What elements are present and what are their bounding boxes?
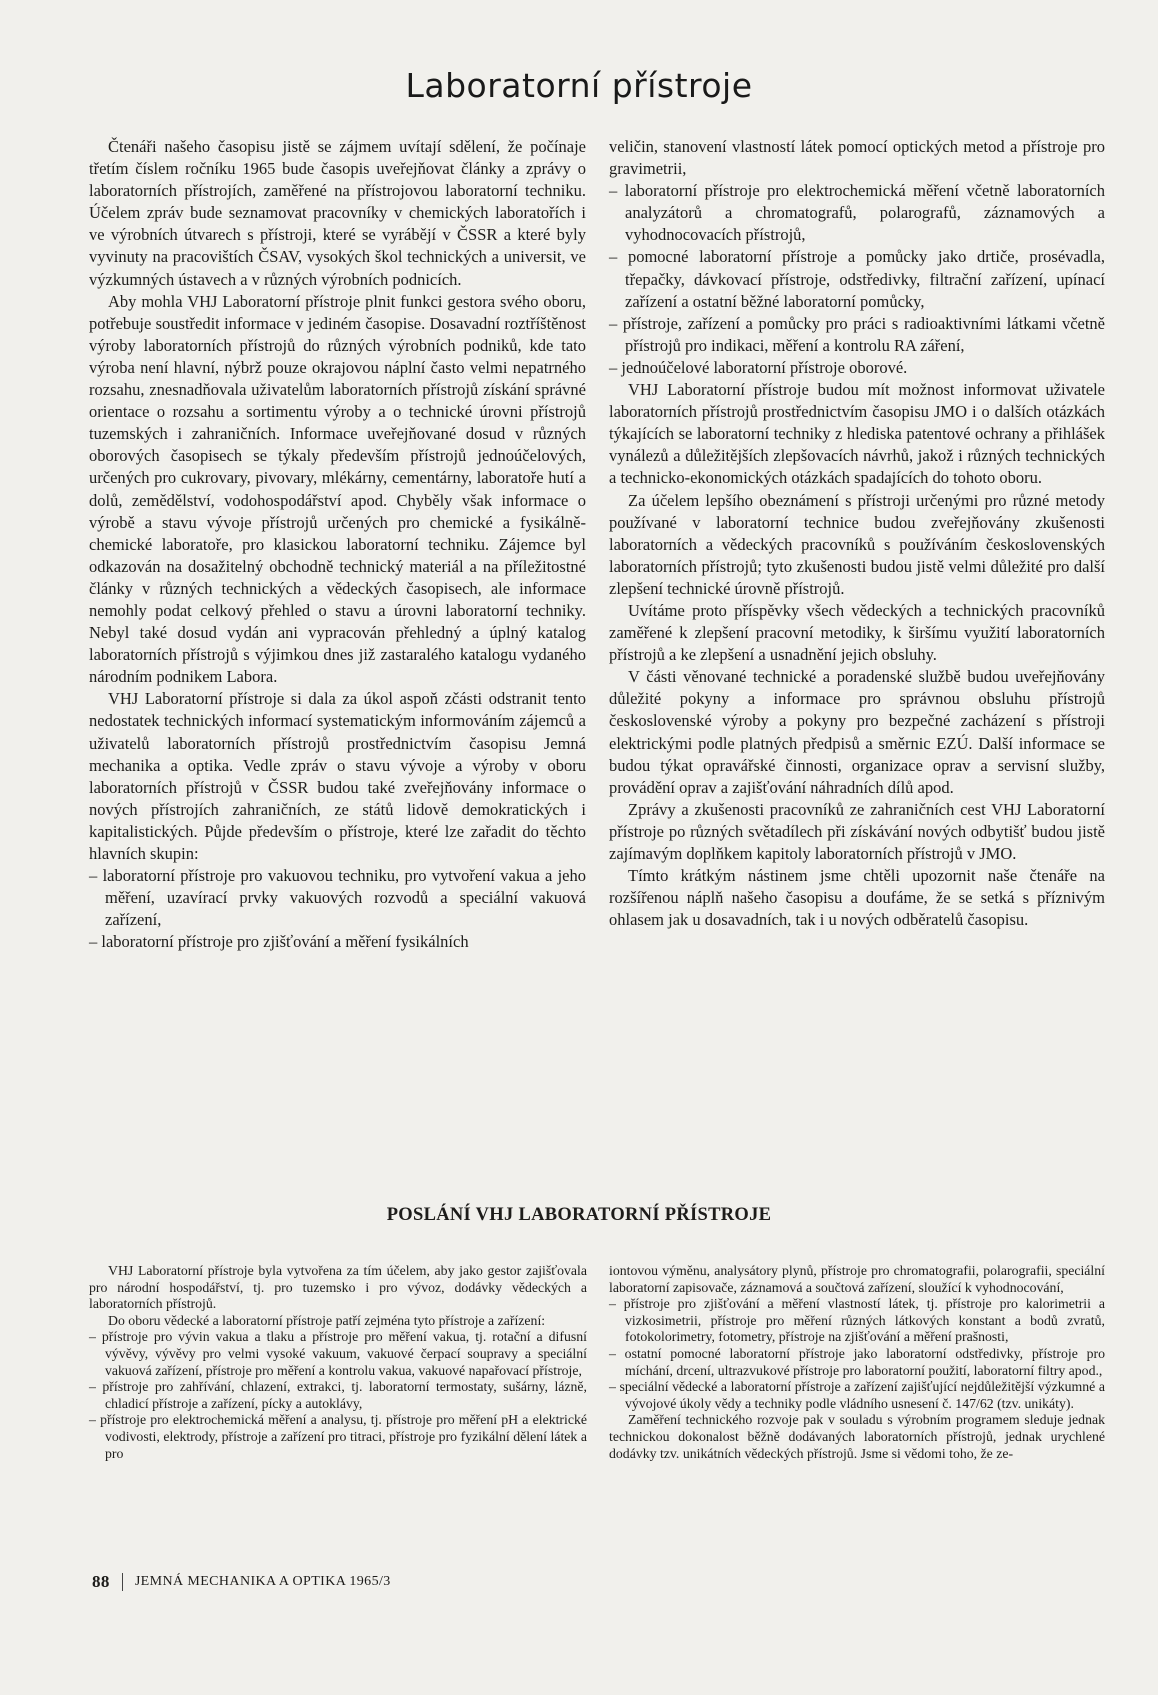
list-item: – laboratorní přístroje pro zjišťování a měření fysikálních bbox=[89, 931, 586, 953]
footer-divider bbox=[122, 1573, 123, 1591]
list-item: – přístroje, zařízení a pomůcky pro práci s radioaktivními látkami včetně přístrojů pro indikaci, měření a kontrolu RA záření, bbox=[609, 313, 1105, 357]
article-column-left bbox=[89, 136, 586, 953]
paragraph: V části věnované technické a poradenské službě budou uveřejňovány důležité pokyny a informace pro správnou obsluhu přístrojů československé výroby a pokyny pro bezpečné zacházení s přístroji elektrickými podle platných předpisů a směrnic EZÚ. Další informace se budou týkat opravářské činnosti, organizace oprav a servisní služby, provádění oprav a zajišťování náhradních dílů apod. bbox=[609, 667, 1105, 797]
list-item: – jednoúčelové laboratorní přístroje oborové. bbox=[609, 357, 1105, 379]
paragraph: VHJ Laboratorní přístroje si dala za úkol aspoň zčásti odstranit tento nedostatek technických informací systematickým informováním zájemců a uživatelů laboratorních přístrojů prostřednictvím časopisu Jemná mechanika a optika. Vedle zpráv o stavu vývoje a výroby v oboru laboratorních přístrojů v ČSSR budou také zveřejňovány informace o nových přístrojích zahraničních, ze států lidově demokratických i kapitalistických. Půjde především o přístroje, které lze zařadit do těchto hlavních skupin: bbox=[89, 689, 586, 863]
paragraph: Zaměření technického rozvoje pak v souladu s výrobním programem sleduje jednak technickou dokonalost běžně dodávaných laboratorních přístrojů, jednak urychlené dodávky tzv. unikátních vědeckých přístrojů. Jsme si vědomi toho, že ze- bbox=[609, 1412, 1105, 1461]
paragraph: Zprávy a zkušenosti pracovníků ze zahraničních cest VHJ Laboratorní přístroje po různých světadílech při získávání nových odbytišť budou jistě zajímavým doplňkem kapitoly laboratorních přístrojů v JMO. bbox=[609, 799, 1105, 863]
paragraph: Uvítáme proto příspěvky všech vědeckých a technických pracovníků zaměřené k zlepšení pracovní metodiky, k širšímu využití laboratorních přístrojů a ke zlepšení a usnadnění jejich obsluhy. bbox=[609, 600, 1105, 665]
section-heading: POSLÁNÍ VHJ LABORATORNÍ PŘÍSTROJE bbox=[386, 1205, 772, 1225]
page-footer bbox=[92, 1572, 391, 1592]
section-column-left bbox=[89, 1263, 587, 1462]
list-item: – ostatní pomocné laboratorní přístroje jako laboratorní odstředivky, přístroje pro míchání, drcení, ultrazvukové přístroje pro laboratorní použití, laboratorní filtry apod., bbox=[609, 1346, 1105, 1379]
bullet-list bbox=[609, 1296, 1105, 1412]
list-item: – přístroje pro elektrochemická měření a analysu, tj. přístroje pro měření pH a elektrické vodivosti, elektrody, přístroje a zařízení pro titraci, přístroje pro fyzikální dělení látek a pro bbox=[89, 1412, 587, 1462]
journal-name: JEMNÁ MECHANIKA A OPTIKA 1965/3 bbox=[134, 1574, 391, 1589]
list-item: – přístroje pro zahřívání, chlazení, extrakci, tj. laboratorní termostaty, sušárny, lázně, chladicí přístroje a zařízení, pícky a autoklávy, bbox=[89, 1379, 587, 1412]
paragraph: Za účelem lepšího obeznámení s přístroji určenými pro různé metody používané v laboratorní technice budou zveřejňovány zkušenosti laboratorních a vědeckých pracovníků s používáním československých laboratorních přístrojů; tyto zkušenosti budou jistě velmi důležité pro další zlepšení technické úrovně přístrojů. bbox=[609, 490, 1105, 598]
paragraph: VHJ Laboratorní přístroje budou mít možnost informovat uživatele laboratorních přístrojů prostřednictvím časopisu JMO i o dalších otázkách týkajících se laboratorní techniky z hlediska patentové ochrany a přihlášek vynálezů a důležitějších zlepšovacích návrhů, jakož i různých technických a technicko-ekonomických otázkách spadajících do tohoto oboru. bbox=[609, 380, 1105, 488]
bullet-list bbox=[89, 865, 586, 953]
paragraph-continuation: iontovou výměnu, analysátory plynů, přístroje pro chromatografii, polarografii, speciální laboratorní zapisovače, záznamová a součtová zařízení, sloužící k vyhodnocování, bbox=[609, 1263, 1105, 1295]
bullet-list bbox=[89, 1329, 587, 1462]
paragraph: VHJ Laboratorní přístroje byla vytvořena za tím účelem, aby jako gestor zajišťovala pro národní hospodářství, tj. pro tuzemsko i pro vývoz, dodávky vědeckých a laboratorních přístrojů. bbox=[89, 1263, 587, 1312]
paragraph-continuation: veličin, stanovení vlastností látek pomocí optických metod a přístroje pro gravimetrii, bbox=[609, 137, 1105, 179]
list-item: – přístroje pro vývin vakua a tlaku a přístroje pro měření vakua, tj. rotační a difusní vývěvy, vývěvy pro velmi vysoké vakuum, vakuové čerpací soupravy a speciální vakuová zařízení, přístroje pro měření a kontrolu vakua, vakuové napařovací přístroje, bbox=[89, 1329, 587, 1379]
page-number: 88 bbox=[92, 1572, 110, 1591]
article-column-right bbox=[609, 136, 1105, 931]
article-title: Laboratorní přístroje bbox=[405, 66, 753, 105]
list-item: – speciální vědecké a laboratorní přístroje a zařízení zajišťující nejdůležitější výzkumné a vývojové úkoly vědy a techniky podle vládního usnesení č. 147/62 (tzv. unikáty). bbox=[609, 1379, 1105, 1412]
bullet-list bbox=[609, 180, 1105, 379]
list-item: – laboratorní přístroje pro vakuovou techniku, pro vytvoření vakua a jeho měření, uzavírací prvky vakuových rozvodů a speciální vakuová zařízení, bbox=[89, 865, 586, 931]
paragraph: Aby mohla VHJ Laboratorní přístroje plnit funkci gestora svého oboru, potřebuje soustředit informace v jediném časopise. Dosavadní roztříštěnost výroby laboratorních přístrojů do různých výrobních podniků, kde tato výroba není hlavní, nýbrž pouze okrajovou náplní často velmi nepatrného rozsahu, znesnadňovala uživatelům laboratorních přístrojů získání správné orientace o rozsahu a sortimentu výroby a o technické úrovni přístrojů tuzemských i zahraničních. Informace uveřejňované dosud v různých oborových časopisech se týkaly především přístrojů jednoúčelových, určených pro cukrovary, pivovary, mlékárny, cementárny, laboratoře hutí a dolů, zemědělství, vodohospodářství apod. Chyběly však informace o výrobě a stavu vývoje přístrojů určených pro chemické a fysikálně-chemické laboratoře, pro klasickou laboratorní techniku. Zájemce byl odkazován na dosažitelný obchodně technický materiál a na příležitostné články v různých technických a vědeckých časopisech, ale informace nemohly podat celkový přehled o stavu a úrovni laboratorní techniky. Nebyl také dosud vydán ani vypracován přehledný a úplný katalog laboratorních přístrojů s výjimkou dnes již zastaralého katalogu vydaného národním podnikem Labora. bbox=[89, 291, 586, 687]
list-item: – laboratorní přístroje pro elektrochemická měření včetně laboratorních analyzátorů a chromatografů, polarografů, záznamových a vyhodnocovacích přístrojů, bbox=[609, 180, 1105, 246]
section-column-right bbox=[609, 1263, 1105, 1462]
paragraph: Čtenáři našeho časopisu jistě se zájmem uvítají sdělení, že počínaje třetím číslem ročníku 1965 bude časopis uveřejňovat články a zprávy o laboratorních přístrojích, zaměřené na přístrojovou laboratorní techniku. Účelem zpráv bude seznamovat pracovníky v chemických laboratořích i ve výrobních útvarech s přístroji, které se vyrábějí v ČSSR a které byly vyvinuty na pracovištích ČSAV, vysokých škol technických a universit, ve výzkumných ústavech a v různých výrobních podnicích. bbox=[89, 137, 586, 289]
paragraph: Do oboru vědecké a laboratorní přístroje patří zejména tyto přístroje a zařízení: bbox=[108, 1312, 546, 1328]
list-item: – přístroje pro zjišťování a měření vlastností látek, tj. přístroje pro kalorimetrii a vizkosimetrii, přístroje pro měření různých látkových konstant a bodů zvratů, fotokolorimetry, fotometry, přístroje na zjišťování a měření prašnosti, bbox=[609, 1296, 1105, 1346]
paragraph: Tímto krátkým nástinem jsme chtěli upozornit naše čtenáře na rozšířenou náplň našeho časopisu a doufáme, že se setká s příznivým ohlasem jak u dosavadních, tak i u nových odběratelů časopisu. bbox=[609, 866, 1105, 930]
list-item: – pomocné laboratorní přístroje a pomůcky jako drtiče, prosévadla, třepačky, dávkovací přístroje, odstředivky, filtrační zařízení, upínací zařízení a ostatní běžné laboratorní pomůcky, bbox=[609, 246, 1105, 312]
